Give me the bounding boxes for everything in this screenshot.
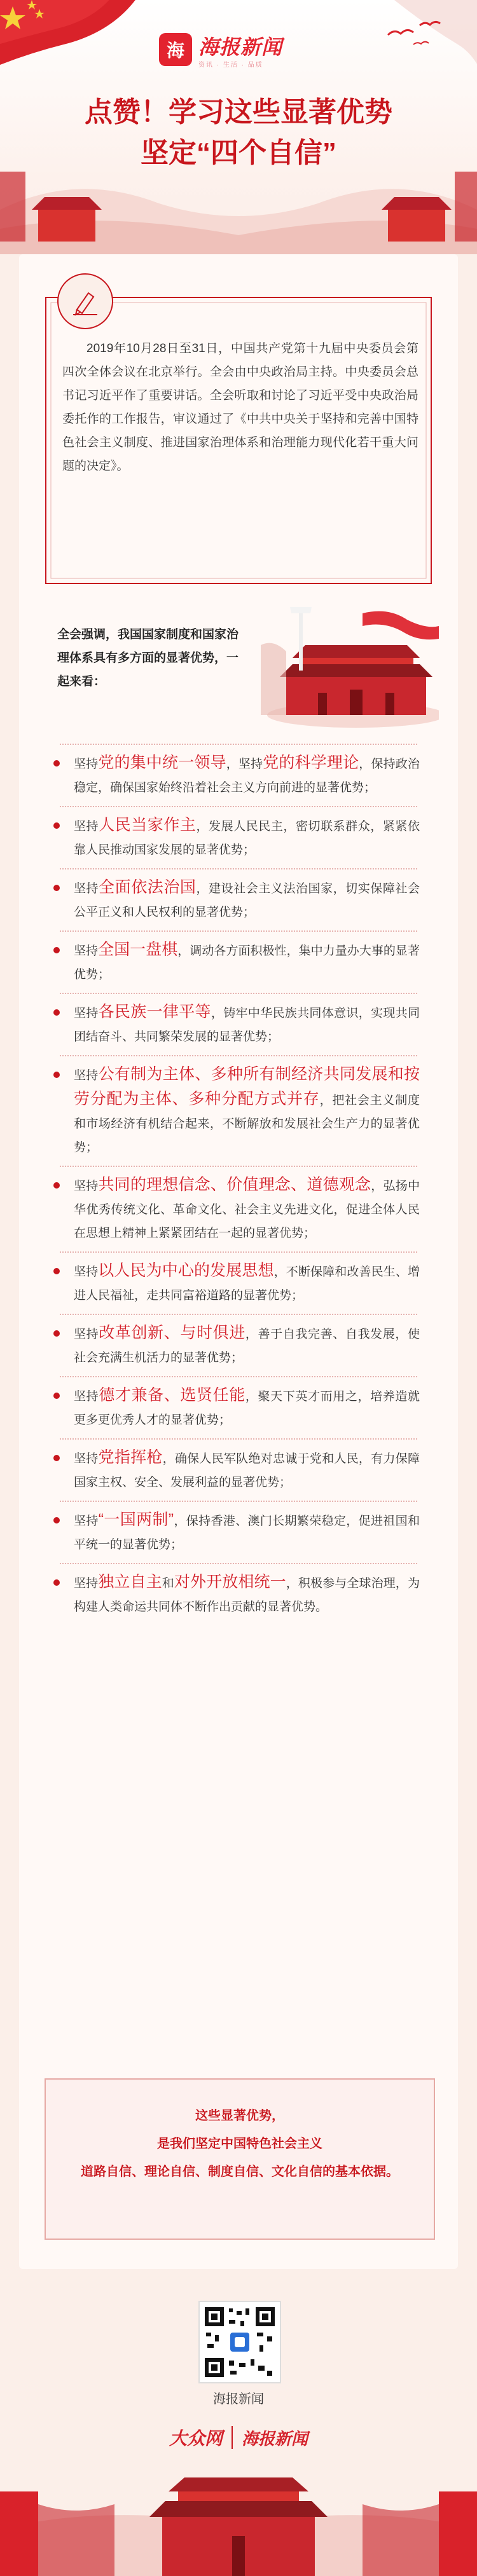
list-item: 坚持以人民为中心的发展思想，不断保障和改善民生、增进人民福祉，走共同富裕道路的显著优势； [45,1259,432,1307]
list-item: 坚持公有制为主体、多种所有制经济共同发展和按劳分配为主体、多种分配方式并存，把社会主义制度和市场经济有机结合起来，不断解放和发展社会生产力的显著优势； [45,1063,432,1159]
divider [45,862,432,876]
divider [45,986,432,1000]
divider [45,924,432,938]
bullet-icon [53,1009,60,1016]
tiananmen-header-illustration [0,133,477,254]
divider [45,1049,432,1063]
divider [45,1159,432,1173]
list-item: 坚持全国一盘棋，调动各方面积极性，集中力量办大事的显著优势； [45,938,432,986]
list-item: 坚持各民族一律平等，铸牢中华民族共同体意识，实现共同团结奋斗、共同繁荣发展的显著优势； [45,1000,432,1049]
doves-icon [375,16,452,54]
page-title-line1: 点赞！学习这些显著优势 [85,97,392,128]
bullet-icon [53,822,60,829]
tiananmen-footer-illustration [0,2466,477,2576]
list-item: 坚持人民当家作主，发展人民民主，密切联系群众，紧紧依靠人民推动国家发展的显著优势； [45,814,432,862]
brand-divider [232,2426,233,2449]
page-title-line2: 坚定“四个自信” [141,137,336,168]
bullet-icon [53,947,60,953]
intro-box [45,280,432,585]
divider [45,1245,432,1259]
bullet-icon [53,1072,60,1078]
logo-name: 海报新闻 [198,35,283,58]
list-item: 坚持全面依法治国，建设社会主义法治国家，切实保障社会公平正义和人民权利的显著优势； [45,876,432,924]
summary-line: 这些显著优势， [195,2109,284,2123]
content-panel [19,254,458,2269]
divider [45,800,432,814]
brand-logos [134,2422,343,2453]
qr-code-icon[interactable] [198,2301,281,2383]
list-item: 坚持“一国两制”，保持香港、澳门长期繁荣稳定，促进祖国和平统一的显著优势； [45,1508,432,1557]
summary-box [45,2078,435,2240]
bullet-icon [53,1455,60,1461]
list-item: 坚持党的集中统一领导，坚持党的科学理论，保持政治稳定，确保国家始终沿着社会主义方向前进的显著优势； [45,751,432,800]
divider [45,737,432,751]
brand-haibao-logo: 海报新闻 [242,2429,308,2448]
summary-line: 是我们坚定中国特色社会主义 [157,2137,322,2151]
bullet-icon [53,885,60,891]
summary-line: 道路自信、理论自信、制度自信、文化自信的基本依据。 [81,2165,399,2179]
logo-slogan: 资讯 · 生活 · 品质 [198,61,263,69]
qr-label: 海报新闻 [213,2392,264,2406]
logo-mark: 海 [166,40,184,61]
list-item: 坚持德才兼备、选贤任能，聚天下英才而用之，培养造就更多更优秀人才的显著优势； [45,1384,432,1432]
brand-dazhong-logo: 大众网 [169,2428,223,2449]
list-item: 坚持独立自主和对外开放相统一，积极参与全球治理，为构建人类命运共同体不断作出贡献的显著优势。 [45,1571,432,1619]
bullet-icon [53,1517,60,1523]
list-item: 坚持共同的理想信念、价值理念、道德观念，弘扬中华优秀传统文化、革命文化、社会主义先进文化，促进全体人民在思想上精神上紧紧团结在一起的显著优势； [45,1173,432,1245]
list-item: 坚持党指挥枪，确保人民军队绝对忠诚于党和人民，有力保障国家主权、安全、发展利益的显著优势； [45,1446,432,1494]
logo-mark-icon [159,33,192,66]
divider [45,1432,432,1446]
intro-paragraph: 2019年10月28日至31日，中国共产党第十九届中央委员会第四次全体会议在北京举行。全会由中央政治局主持。中央委员会总书记习近平作了重要讲话。全会听取和讨论了习近平受中央政治局委托作的工作报告，审议通过了《中共中央关于坚持和完善中国特色社会主义制度、推进国家治理体系和治理能力现代化若干重大问题的决定》。 [62,342,418,473]
list-item: 坚持改革创新、与时俱进，善于自我完善、自我发展，使社会充满生机活力的显著优势； [45,1321,432,1370]
emphasis-text: 全会强调，我国国家制度和国家治理体系具有多方面的显著优势，一起来看： [57,628,239,688]
divider [45,1494,432,1508]
bullet-icon [53,1268,60,1274]
app-logo [159,31,324,69]
bullet-icon [53,760,60,767]
bullet-icon [53,1579,60,1586]
pen-icon [57,273,113,329]
divider [45,1370,432,1384]
header [0,0,477,254]
bullet-icon [53,1393,60,1399]
tiananmen-illustration [261,601,439,728]
flag-decoration [0,0,140,70]
bullet-icon [53,1330,60,1337]
advantage-list [45,737,432,1619]
divider [45,1557,432,1571]
divider [45,1307,432,1321]
bullet-icon [53,1182,60,1189]
